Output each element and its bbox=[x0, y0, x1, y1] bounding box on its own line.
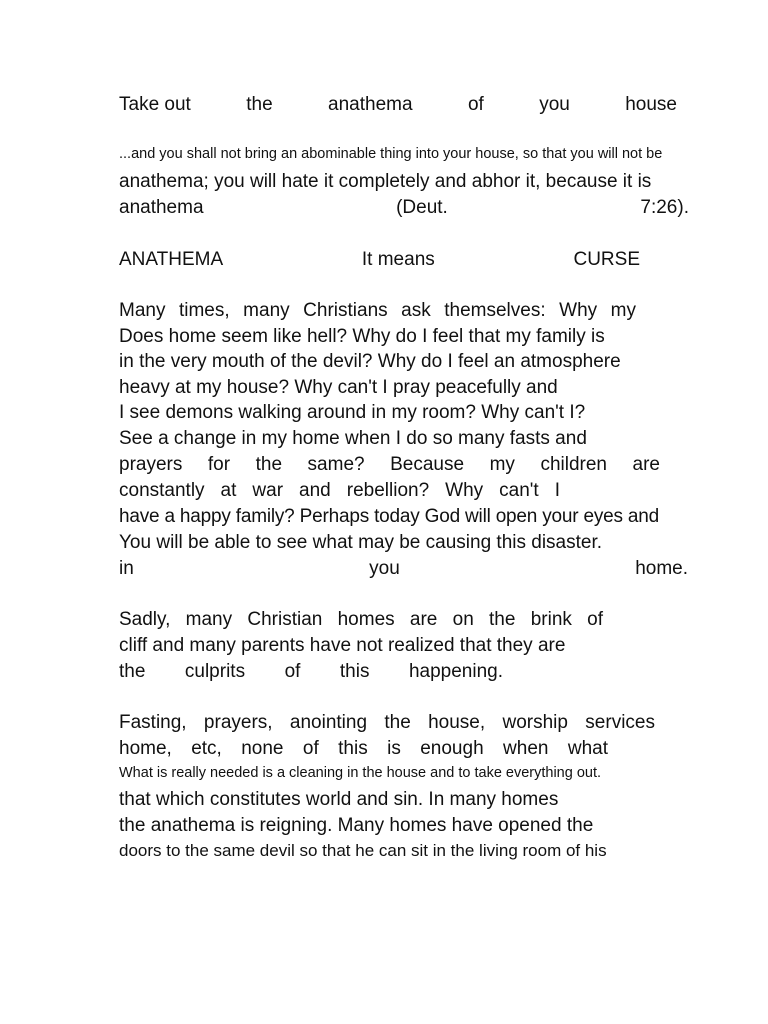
text-word: anathema bbox=[119, 197, 204, 218]
paragraph-line: in the very mouth of the devil? Why do I feel an atmosphere bbox=[119, 351, 621, 372]
paragraph-line: Many times, many Christians ask themselves: Why my bbox=[119, 300, 636, 321]
text-word: you bbox=[369, 558, 400, 579]
paragraph-line: cliff and many parents have not realized that they are bbox=[119, 635, 566, 656]
paragraph-line: Does home seem like hell? Why do I feel that my family is bbox=[119, 326, 605, 347]
scripture-quote-line: anathema; you will hate it completely and abhor it, because it is bbox=[119, 171, 652, 192]
text-word: (Deut. bbox=[396, 197, 448, 218]
paragraph-line: the culprits of this happening. bbox=[119, 661, 503, 682]
title-word: house bbox=[625, 94, 677, 115]
paragraph-line: What is really needed is a cleaning in the house and to take everything out. bbox=[119, 765, 602, 781]
title-word: Take out bbox=[119, 94, 191, 115]
title-word: you bbox=[539, 94, 570, 115]
text-word: home. bbox=[635, 558, 688, 579]
paragraph-line: doors to the same devil so that he can sit in the living room of his bbox=[119, 841, 607, 860]
text-word: 7:26). bbox=[640, 197, 689, 218]
document-title bbox=[119, 93, 677, 117]
text-word: ANATHEMA bbox=[119, 249, 224, 270]
title-word: anathema bbox=[328, 94, 413, 115]
paragraph-line: heavy at my house? Why can't I pray peacefully and bbox=[119, 377, 558, 398]
paragraph-line: Sadly, many Christian homes are on the brink of bbox=[119, 609, 603, 630]
paragraph-line: prayers for the same? Because my children are bbox=[119, 454, 660, 475]
paragraph-line: have a happy family? Perhaps today God will open your eyes and bbox=[119, 506, 659, 527]
paragraph-line: I see demons walking around in my room? Why can't I? bbox=[119, 402, 586, 423]
scripture-reference-line bbox=[119, 196, 689, 220]
title-word: of bbox=[467, 94, 484, 115]
scripture-quote-line: ...and you shall not bring an abominable thing into your house, so that you will not be bbox=[119, 146, 663, 162]
paragraph-line: constantly at war and rebellion? Why can't I bbox=[119, 480, 560, 501]
text-word: in bbox=[119, 558, 134, 579]
paragraph-line bbox=[119, 557, 688, 581]
paragraph-line: See a change in my home when I do so many fasts and bbox=[119, 428, 587, 449]
paragraph-line: home, etc, none of this is enough when what bbox=[119, 738, 608, 759]
paragraph-line: Fasting, prayers, anointing the house, worship services bbox=[119, 712, 655, 733]
definition-line bbox=[119, 248, 640, 272]
paragraph-line: the anathema is reigning. Many homes have opened the bbox=[119, 815, 594, 836]
paragraph-line: You will be able to see what may be causing this disaster. bbox=[119, 532, 603, 553]
text-word: It means bbox=[361, 249, 435, 270]
text-word: CURSE bbox=[573, 249, 640, 270]
paragraph-line: that which constitutes world and sin. In many homes bbox=[119, 789, 559, 810]
title-word: the bbox=[246, 94, 273, 115]
